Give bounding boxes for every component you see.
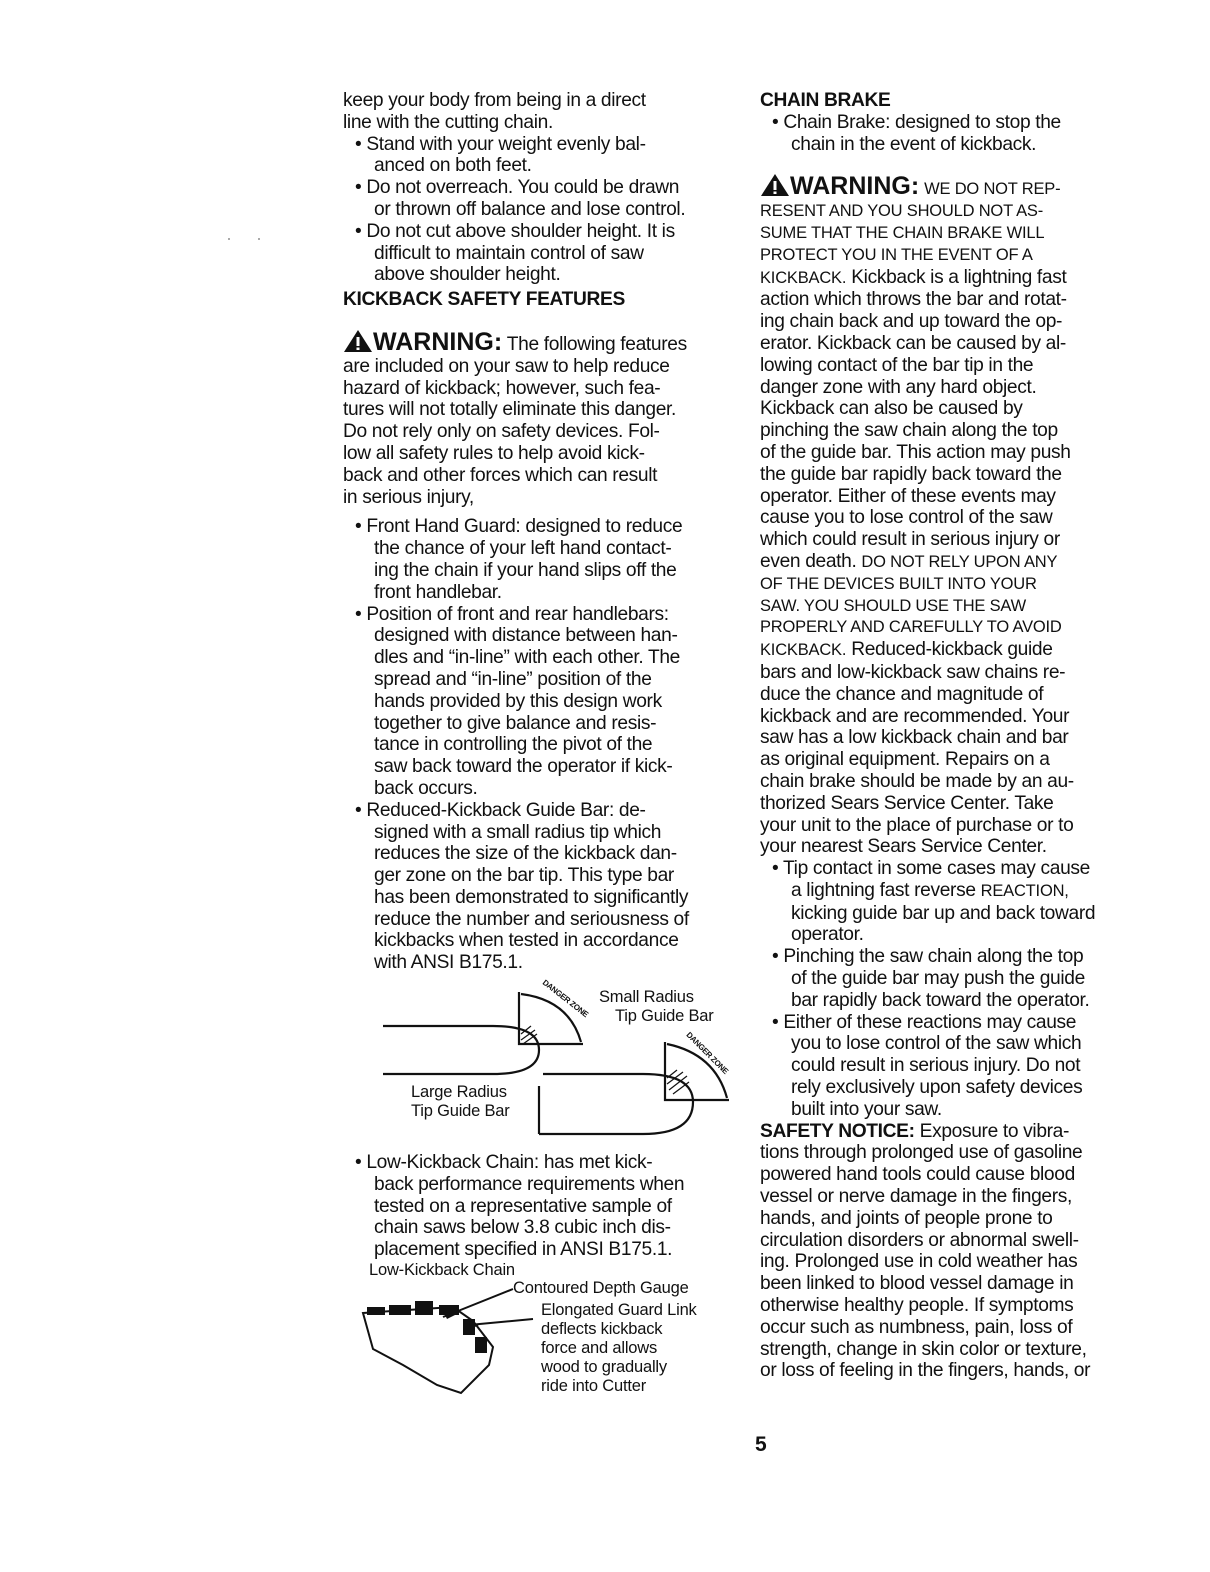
text-line: the chance of your left hand contact- xyxy=(374,538,672,560)
text-line: reduce the number and seriousness of xyxy=(374,908,689,930)
text-line: danger zone with any hard object. xyxy=(760,376,1037,398)
bullet-line: • Chain Brake: designed to stop the xyxy=(772,111,1061,133)
text-line: tested on a representative sample of xyxy=(374,1195,672,1217)
text-line xyxy=(760,1121,1160,1143)
warning-label: WARNING: xyxy=(790,172,920,201)
text-line: difficult to maintain control of saw xyxy=(374,242,644,264)
text-line: occur such as numbness, pain, loss of xyxy=(760,1316,1073,1338)
text-line: operator. xyxy=(791,924,864,946)
kickback-rest: Kickback is a lightning fast xyxy=(846,266,1067,288)
text-line: pinching the saw chain along the top xyxy=(760,420,1058,442)
text-line: has been demonstrated to significantly xyxy=(374,886,689,908)
text-line: back performance requirements when xyxy=(374,1173,685,1195)
text-line: line with the cutting chain. xyxy=(343,111,553,133)
text-line: chain saws below 3.8 cubic inch dis- xyxy=(374,1217,671,1239)
section-heading: KICKBACK SAFETY FEATURES xyxy=(343,289,625,311)
bullet-line: • Stand with your weight evenly bal- xyxy=(355,133,646,155)
text-line: rely exclusively upon safety devices xyxy=(791,1077,1083,1099)
guard-link-label: force and allows xyxy=(541,1339,658,1358)
bullet-line: • Pinching the saw chain along the top xyxy=(772,946,1084,968)
text-line: hands, and joints of people prone to xyxy=(760,1207,1053,1229)
text-line: keep your body from being in a direct xyxy=(343,90,646,111)
text-line: or thrown off balance and lose control. xyxy=(374,198,686,220)
text-line: of the guide bar may push the guide xyxy=(791,968,1085,990)
text-line: vessel or nerve damage in the fingers, xyxy=(760,1186,1072,1208)
text-line: your nearest Sears Service Center. xyxy=(760,836,1047,858)
small-radius-label: Small Radius xyxy=(599,988,694,1007)
text-line: or loss of feeling in the fingers, hands, or xyxy=(760,1360,1091,1382)
text-line: erator. Kickback can be caused by al- xyxy=(760,332,1066,354)
text-line: thorized Sears Service Center. Take xyxy=(760,792,1054,814)
text-line: reduces the size of the kickback dan- xyxy=(374,843,677,865)
text-line: together to give balance and resis- xyxy=(374,712,657,734)
text-line: tures will not totally eliminate this danger. xyxy=(343,399,676,421)
text-line: Do not rely only on safety devices. Fol- xyxy=(343,421,660,443)
text-line xyxy=(760,639,1160,662)
guard-link-label: Elongated Guard Link xyxy=(541,1301,697,1320)
text-line: operator. Either of these events may xyxy=(760,485,1056,507)
text-line: back occurs. xyxy=(374,777,478,799)
warning-triangle-icon xyxy=(760,173,790,197)
safety-notice-label: SAFETY NOTICE: xyxy=(760,1120,915,1142)
text-line: the guide bar rapidly back toward the xyxy=(760,463,1062,485)
text-line: you to lose control of the saw which xyxy=(791,1033,1082,1055)
bullet-line: • Front Hand Guard: designed to reduce xyxy=(355,516,683,538)
guard-link-label: deflects kickback xyxy=(541,1320,663,1339)
text-line: chain in the event of kickback. xyxy=(791,133,1037,155)
text-line: placement specified in ANSI B175.1. xyxy=(374,1239,673,1261)
caps-line: RESENT AND YOU SHOULD NOT AS- xyxy=(760,202,1044,221)
tip-second-caps: REACTION, xyxy=(980,881,1069,900)
left-column xyxy=(343,90,743,1411)
large-radius-label-2: Tip Guide Bar xyxy=(411,1102,510,1121)
text-line: kickbacks when tested in accordance xyxy=(374,930,679,952)
text-line: built into your saw. xyxy=(791,1098,942,1120)
caps-line: SAW. YOU SHOULD USE THE SAW xyxy=(760,596,1026,615)
text-line: above shoulder height. xyxy=(374,264,561,286)
warning-header xyxy=(343,329,743,356)
text-line: bars and low-kickback saw chains re- xyxy=(760,661,1066,683)
text-line: spread and “in-line” position of the xyxy=(374,668,652,690)
text-line: of the guide bar. This action may push xyxy=(760,441,1071,463)
caps-line: SUME THAT THE CHAIN BRAKE WILL xyxy=(760,223,1045,242)
text-line: back and other forces which can result xyxy=(343,464,658,486)
tip-second-text: a lightning fast reverse xyxy=(791,879,981,901)
text-line: which could result in serious injury or xyxy=(760,529,1060,551)
text-line: could result in serious injury. Do not xyxy=(791,1055,1081,1077)
text-line xyxy=(760,267,1160,290)
text-line: otherwise healthy people. If symptoms xyxy=(760,1295,1074,1317)
text-line: signed with a small radius tip which xyxy=(374,821,662,843)
death-caps: DO NOT RELY UPON ANY xyxy=(861,552,1058,571)
chain-title: Low-Kickback Chain xyxy=(369,1261,515,1280)
text-line xyxy=(760,880,1160,903)
text-line: ing chain back and up toward the op- xyxy=(760,311,1063,333)
danger-zone-label: DANGER ZONE xyxy=(540,978,590,1020)
bullet-line: • Reduced-Kickback Guide Bar: de- xyxy=(355,799,646,821)
guard-link-label: ride into Cutter xyxy=(541,1377,647,1396)
text-line: circulation disorders or abnormal swell- xyxy=(760,1229,1079,1251)
warning-header xyxy=(760,173,1160,201)
text-line: bar rapidly back toward the operator. xyxy=(791,989,1090,1011)
text-line: been linked to blood vessel damage in xyxy=(760,1273,1074,1295)
kickback-caps: KICKBACK. xyxy=(760,268,847,287)
bullet-line: • Position of front and rear handlebars: xyxy=(355,603,669,625)
text-line: tance in controlling the pivot of the xyxy=(374,734,653,756)
text-line: front handlebar. xyxy=(374,581,502,603)
large-radius-label: Large Radius xyxy=(411,1083,507,1102)
scan-speck xyxy=(228,238,230,240)
text-line: saw has a low kickback chain and bar xyxy=(760,727,1069,749)
chain-figure xyxy=(343,1261,743,1411)
text-line: hands provided by this design work xyxy=(374,690,662,712)
text-line: are included on your saw to help reduce xyxy=(343,355,670,377)
right-column xyxy=(760,90,1160,1382)
text-line: hazard of kickback; however, such fea- xyxy=(343,377,661,399)
bullet-line: • Do not overreach. You could be drawn xyxy=(355,177,680,199)
death-text: even death. xyxy=(760,550,862,572)
text-line: designed with distance between han- xyxy=(374,625,678,647)
text-line: duce the chance and magnitude of xyxy=(760,683,1044,705)
page-number: 5 xyxy=(755,1433,767,1456)
text-line: low all safety rules to help avoid kick- xyxy=(343,442,645,464)
bullet-line: • Tip contact in some cases may cause xyxy=(772,858,1090,880)
text-line: in serious injury, xyxy=(343,486,474,508)
text-line xyxy=(760,551,1160,574)
text-line: with ANSI B175.1. xyxy=(374,952,523,974)
text-line: anced on both feet. xyxy=(374,155,532,177)
reduced-caps: KICKBACK. xyxy=(760,641,847,660)
text-line: chain brake should be made by an au- xyxy=(760,770,1074,792)
text-line: action which throws the bar and rotat- xyxy=(760,289,1067,311)
text-line: ger zone on the bar tip. This type bar xyxy=(374,865,674,887)
bullet-line: • Either of these reactions may cause xyxy=(772,1011,1077,1033)
warning-triangle-icon xyxy=(343,329,373,353)
safety-notice-first: Exposure to vibra- xyxy=(914,1120,1070,1142)
bullet-line: • Low-Kickback Chain: has met kick- xyxy=(355,1152,653,1174)
text-line: your unit to the place of purchase or to xyxy=(760,814,1074,836)
text-line: kicking guide bar up and back toward xyxy=(791,902,1096,924)
caps-line: PROTECT YOU IN THE EVENT OF A xyxy=(760,245,1033,264)
text-line: saw back toward the operator if kick- xyxy=(374,756,673,778)
warning-label: WARNING: xyxy=(373,327,503,356)
text-line: strength, change in skin color or texture, xyxy=(760,1338,1087,1360)
caps-line: PROPERLY AND CAREFULLY TO AVOID xyxy=(760,618,1062,637)
reduced-rest: Reduced-kickback guide xyxy=(846,639,1053,661)
text-line: powered hand tools could cause blood xyxy=(760,1164,1075,1186)
danger-zone-label: DANGER ZONE xyxy=(684,1030,730,1076)
section-heading: CHAIN BRAKE xyxy=(760,90,891,111)
guard-link-label: wood to gradually xyxy=(541,1358,667,1377)
text-line: dles and “in-line” with each other. The xyxy=(374,647,680,669)
text-line: lowing contact of the bar tip in the xyxy=(760,354,1034,376)
text-line: as original equipment. Repairs on a xyxy=(760,749,1050,771)
warning-first-text: The following features xyxy=(506,333,687,355)
text-line: ing. Prolonged use in cold weather has xyxy=(760,1251,1078,1273)
bullet-line: • Do not cut above shoulder height. It is xyxy=(355,220,675,242)
text-line: cause you to lose control of the saw xyxy=(760,507,1053,529)
scan-speck xyxy=(258,238,260,240)
text-line: kickback and are recommended. Your xyxy=(760,705,1070,727)
text-line: Kickback can also be caused by xyxy=(760,398,1023,420)
caps-line: OF THE DEVICES BUILT INTO YOUR xyxy=(760,574,1037,593)
warning-first-text: WE DO NOT REP- xyxy=(924,180,1061,199)
text-line: tions through prolonged use of gasoline xyxy=(760,1142,1083,1164)
text-line: ing the chain if your hand slips off the xyxy=(374,559,677,581)
depth-gauge-label: Contoured Depth Gauge xyxy=(513,1279,689,1298)
small-radius-label-2: Tip Guide Bar xyxy=(615,1007,714,1026)
guide-bar-figure xyxy=(343,974,743,1152)
